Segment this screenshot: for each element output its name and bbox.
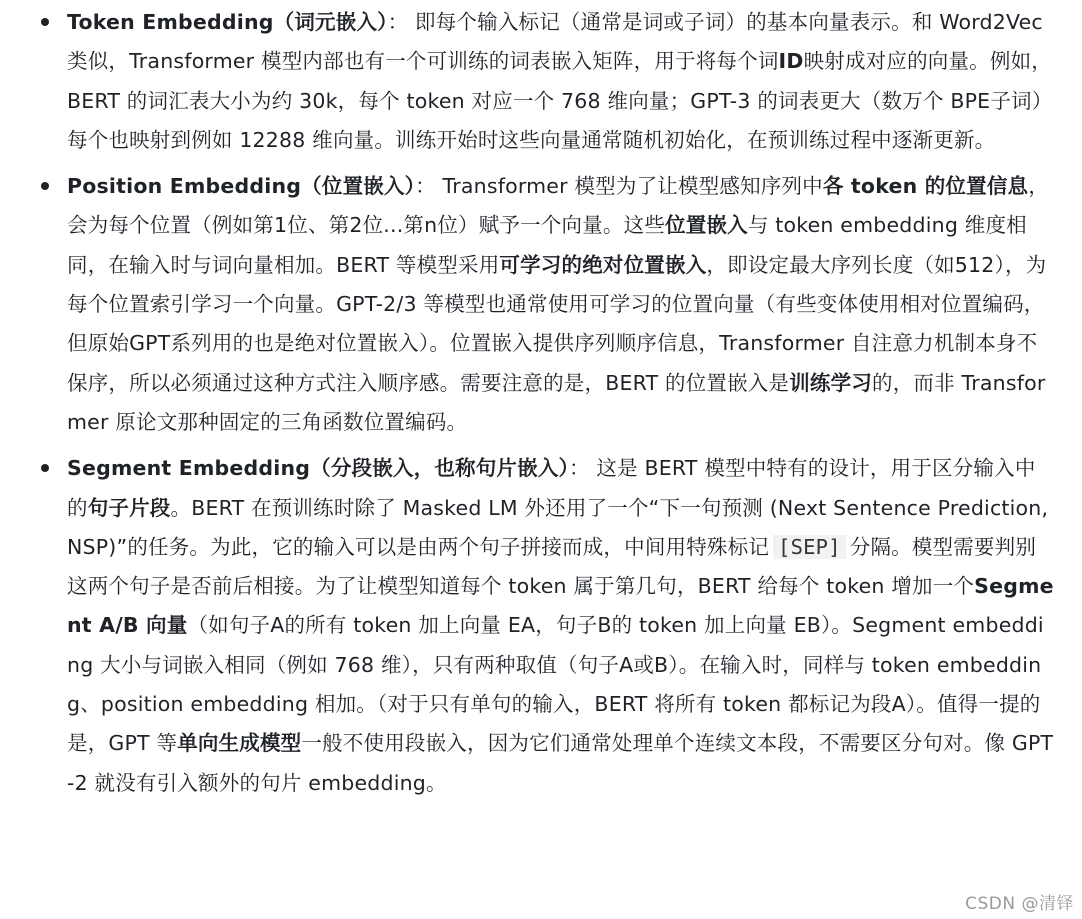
paragraph-text — [67, 3, 1056, 160]
bullet-dot-icon — [41, 182, 49, 190]
list-item-token-embedding — [0, 3, 1082, 160]
bold-text: 各 token 的位置信息 — [822, 174, 1029, 199]
bold-text: 句子片段 — [87, 495, 171, 520]
text-run: ： Transformer 模型为了让模型感知序列中 — [415, 174, 823, 199]
text-run: 。BERT 在预训练时除了 Masked LM 外还用了一个“下一句预测 (Next Sentence Prediction, NSP)”的任务。为此，它的输入可以是由两个句子拼接而成，中间用特殊标记 — [67, 495, 1049, 559]
bold-text: Position Embedding（位置嵌入） — [67, 174, 416, 199]
bold-text: Segment A/B 向量 — [67, 574, 1054, 638]
text-run: （如句子A的所有 token 加上向量 EA，句子B的 token 加上向量 EB）。Segment embedding 大小与词嵌入相同（例如 768 维），只有两种取值（句子A或B）。在输入时，同样与 token embedding、position embedding 相加。（对于只有单句的输入，BERT 将所有 token 都标记为段A）。值得一提的是，GPT 等 — [67, 613, 1044, 756]
bold-text: 训练学习 — [789, 370, 873, 395]
text-run: ： 即每个输入标记（通常是词或子词）的基本向量表示。和 Word2Vec 类似，Transformer 模型内部也有一个可训练的词表嵌入矩阵，用于将每个词 — [67, 10, 1043, 74]
text-run: ，即设定最大序列长度（如512），为每个位置索引学习一个向量。GPT-2/3 等模型也通常使用可学习的位置向量（有些变体使用相对位置编码，但原始GPT系列用的也是绝对位置嵌入）。位置嵌入提供序列顺序信息，Transformer 自注意力机制本身不保序，所以必须通过这种方式注入顺序感。需要注意的是，BERT 的位置嵌入是 — [67, 252, 1047, 395]
paragraph-text — [67, 167, 1056, 442]
list-item-position-embedding — [0, 167, 1082, 442]
text-run: 一般不使用段嵌入，因为它们通常处理单个连续文本段，不需要区分句对。像 GPT-2 就没有引入额外的句片 embedding。 — [67, 731, 1054, 795]
bold-text: ID — [778, 49, 804, 74]
bold-text: 可学习的绝对位置嵌入 — [499, 252, 707, 277]
bold-text: 位置嵌入 — [665, 213, 748, 238]
text-run: ： 这是 BERT 模型中特有的设计，用于区分输入中的 — [67, 456, 1036, 520]
text-run: 与 token embedding 维度相同，在输入时与词向量相加。BERT 等模型采用 — [67, 213, 1027, 277]
text-run: 的，而非 Transformer 原论文那种固定的三角函数位置编码。 — [67, 370, 1046, 434]
paragraph-text — [67, 449, 1056, 803]
text-run: ，会为每个位置（例如第1位、第2位...第n位）赋予一个向量。这些 — [67, 174, 1049, 238]
bold-text: Segment Embedding（分段嵌入，也称句片嵌入） — [67, 456, 569, 481]
inline-code: [SEP] — [773, 535, 846, 559]
bold-text: 单向生成模型 — [177, 731, 302, 756]
bullet-dot-icon — [41, 18, 49, 26]
text-run: 映射成对应的向量。例如，BERT 的词汇表大小为约 30k，每个 token 对应一个 768 维向量；GPT-3 的词表更大（数万个 BPE子词）每个也映射到例如 12288 维向量。训练开始时这些向量通常随机初始化，在预训练过程中逐渐更新。 — [67, 49, 1053, 152]
embedding-list — [0, 3, 1082, 810]
text-run: 分隔。模型需要判别这两个句子是否前后相接。为了让模型知道每个 token 属于第几句，BERT 给每个 token 增加一个 — [67, 534, 1037, 599]
list-item-segment-embedding — [0, 449, 1082, 803]
bullet-dot-icon — [41, 464, 49, 472]
bold-text: Token Embedding（词元嵌入） — [67, 10, 388, 34]
csdn-watermark: CSDN @清铎 — [965, 894, 1074, 914]
